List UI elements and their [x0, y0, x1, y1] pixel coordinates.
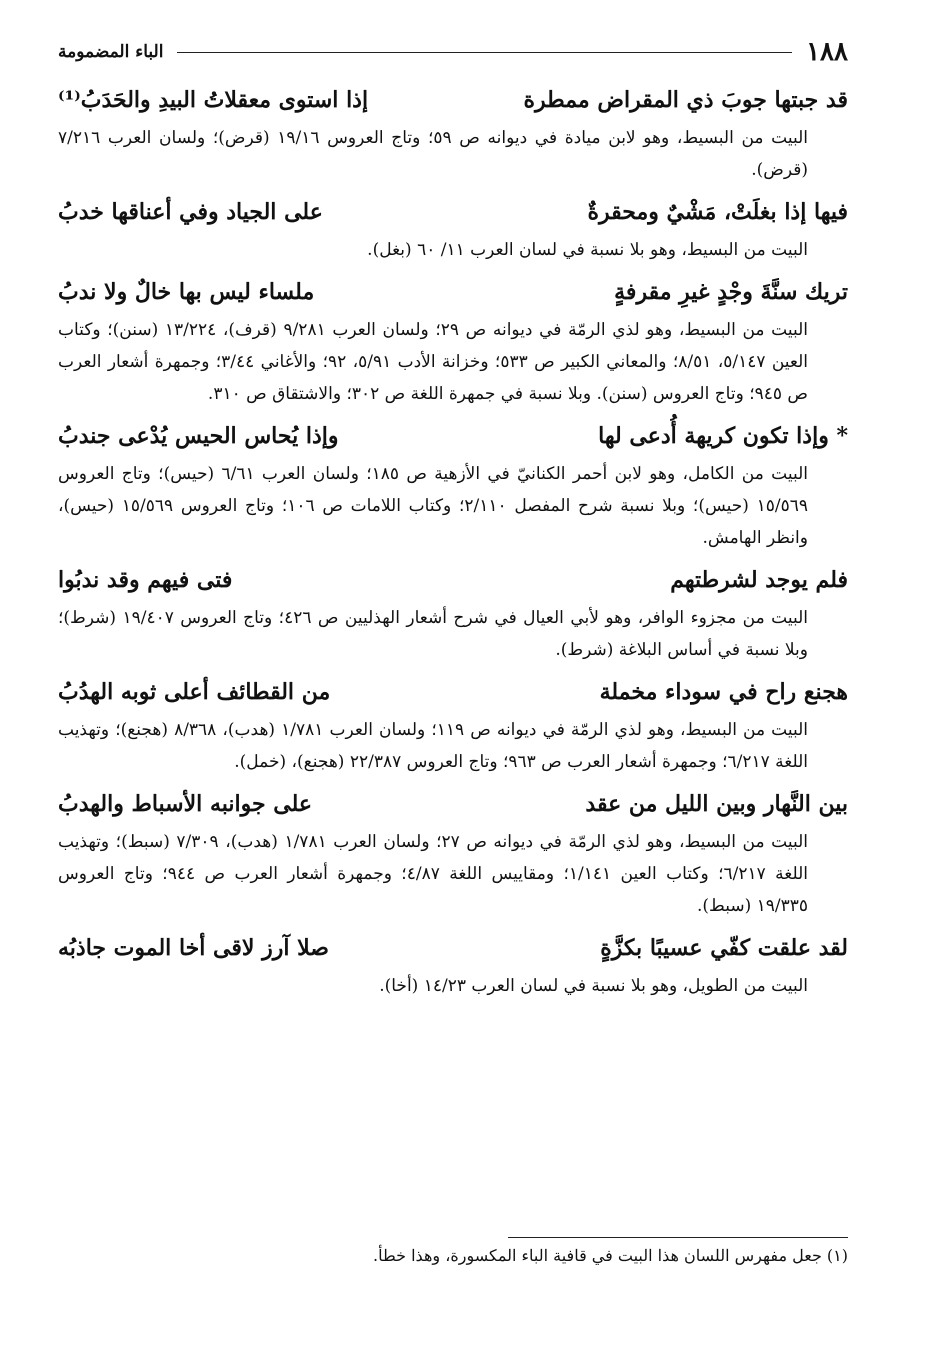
hemistich-first: بين النَّهار وبين الليل من عقد [585, 791, 848, 817]
hemistich-first: لقد علقت كفّي عسيبًا بكزَّةٍ [600, 935, 848, 961]
page-number: ١٨٨ [806, 37, 848, 67]
entry [58, 414, 848, 554]
verse-note: البيت من البسيط، وهو بلا نسبة في لسان العرب ١١/ ٦٠ (بغل). [367, 240, 808, 260]
verse [58, 926, 848, 970]
verse [58, 670, 848, 714]
header-rule [177, 52, 792, 53]
verse-note: البيت من البسيط، وهو لابن ميادة في ديوانه ص ٥٩؛ وتاج العروس ١٩/١٦ (قرض)؛ ولسان العرب ٧/٢١٦ (قرض). [58, 128, 808, 180]
hemistich-first: تريك سنَّةَ وجْدٍ غيرِ مقرفةٍ [614, 279, 848, 305]
verse-note: البيت من البسيط، وهو لذي الرمّة في ديوانه ص ٢٧؛ ولسان العرب ١/٧٨١ (هدب)، ٧/٣٠٩ (سبط)؛ وتهذيب اللغة ٦/٢١٧؛ وكتاب العين ١/١٤١؛ ومقاييس اللغة ٤/٨٧؛ وجمهرة أشعار العرب ص ٩٤٤؛ وتاج العروس ١٩/٣٣٥ (سبط). [58, 832, 808, 916]
hemistich-second: وإذا يُحاس الحيس يُدْعى جندبُ [58, 423, 339, 449]
verse-note: البيت من الكامل، وهو لابن أحمر الكنانيّ في الأزهية ص ١٨٥؛ ولسان العرب ٦/٦١ (حيس)؛ وتاج العروس ١٥/٥٦٩ (حيس)؛ وبلا نسبة شرح المفصل ٢/١١٠؛ وكتاب اللامات ص ١٠٦؛ وتاج العروس ١٥/٥٦٩ (حيس)، وانظر الهامش. [58, 464, 809, 548]
hemistich-first: * وإذا تكون كريهة أُدعى لها [598, 423, 848, 449]
hemistich-first: قد جبتها جوبَ ذي المقراض ممطرة [523, 87, 848, 113]
entry [58, 270, 848, 410]
hemistich-first: فلم يوجد لشرطتهم [670, 567, 848, 593]
entry [58, 926, 848, 1002]
page-header [58, 30, 848, 74]
hemistich-second: من القطائف أعلى ثوبه الهدُبُ [58, 679, 331, 705]
entry [58, 670, 848, 778]
verse-note: البيت من الطويل، وهو بلا نسبة في لسان العرب ١٤/٢٣ (أخا). [379, 976, 808, 996]
hemistich-second: فتى فيهم وقد ندبُوا [58, 567, 233, 593]
hemistich-second: إذا استوى معقلاتُ البيدِ والحَدَبُ⁽¹⁾ [58, 87, 369, 113]
hemistich-second: ملساء ليس بها خالٌ ولا ندبُ [58, 279, 315, 305]
verse [58, 270, 848, 314]
verse [58, 190, 848, 234]
hemistich-second: على جوانبه الأسباط والهدبُ [58, 791, 312, 817]
verse-note: البيت من مجزوء الوافر، وهو لأبي العيال في شرح أشعار الهذليين ص ٤٢٦؛ وتاج العروس ١٩/٤٠٧ (شرط)؛ وبلا نسبة في أساس البلاغة (شرط). [58, 608, 809, 660]
entry [58, 190, 848, 266]
hemistich-second: على الجياد وفي أعناقها خدبُ [58, 199, 323, 225]
document-page [58, 30, 848, 1002]
verse-note: البيت من البسيط، وهو لذي الرمّة في ديوانه ص ١١٩؛ ولسان العرب ١/٧٨١ (هدب)، ٨/٣٦٨ (هجنع)؛ وتهذيب اللغة ٦/٢١٧؛ وجمهرة أشعار العرب ص ٩٦٣؛ وتاج العروس ٢٢/٣٨٧ (هجنع)، (خمل). [58, 720, 809, 772]
entry [58, 558, 848, 666]
verse [58, 782, 848, 826]
verse [58, 414, 848, 458]
hemistich-second: صلا آرز لاقى أخا الموت جاذبُه [58, 935, 329, 961]
verse-note: البيت من البسيط، وهو لذي الرمّة في ديوانه ص ٢٩؛ ولسان العرب ٩/٢٨١ (قرف)، ١٣/٢٢٤ (سنن)؛ وكتاب العين ٥/١٤٧، ٨/٥١؛ والمعاني الكبير ص ٥٣٣؛ وخزانة الأدب ٥/٩١، ٩٢؛ والأغاني ٣/٤٤؛ وجمهرة أشعار العرب ص ٩٤٥؛ وتاج العروس (سنن). وبلا نسبة في جمهرة اللغة ص ٣٠٢؛ والاشتقاق ص ٣١٠. [58, 320, 809, 404]
footnote-rule [508, 1237, 848, 1238]
running-head: الباء المضمومة [58, 42, 164, 62]
verse [58, 78, 848, 122]
entry [58, 782, 848, 922]
verse [58, 558, 848, 602]
hemistich-first: هجنع راح في سوداء مخملة [599, 679, 848, 705]
entry [58, 78, 848, 186]
hemistich-first: فيها إذا بغلَتْ، مَشْيٌ ومحقرةٌ [587, 199, 848, 225]
footnote: (١) جعل مفهرس اللسان هذا البيت في قافية الباء المكسورة، وهذا خطأ. [373, 1246, 848, 1265]
